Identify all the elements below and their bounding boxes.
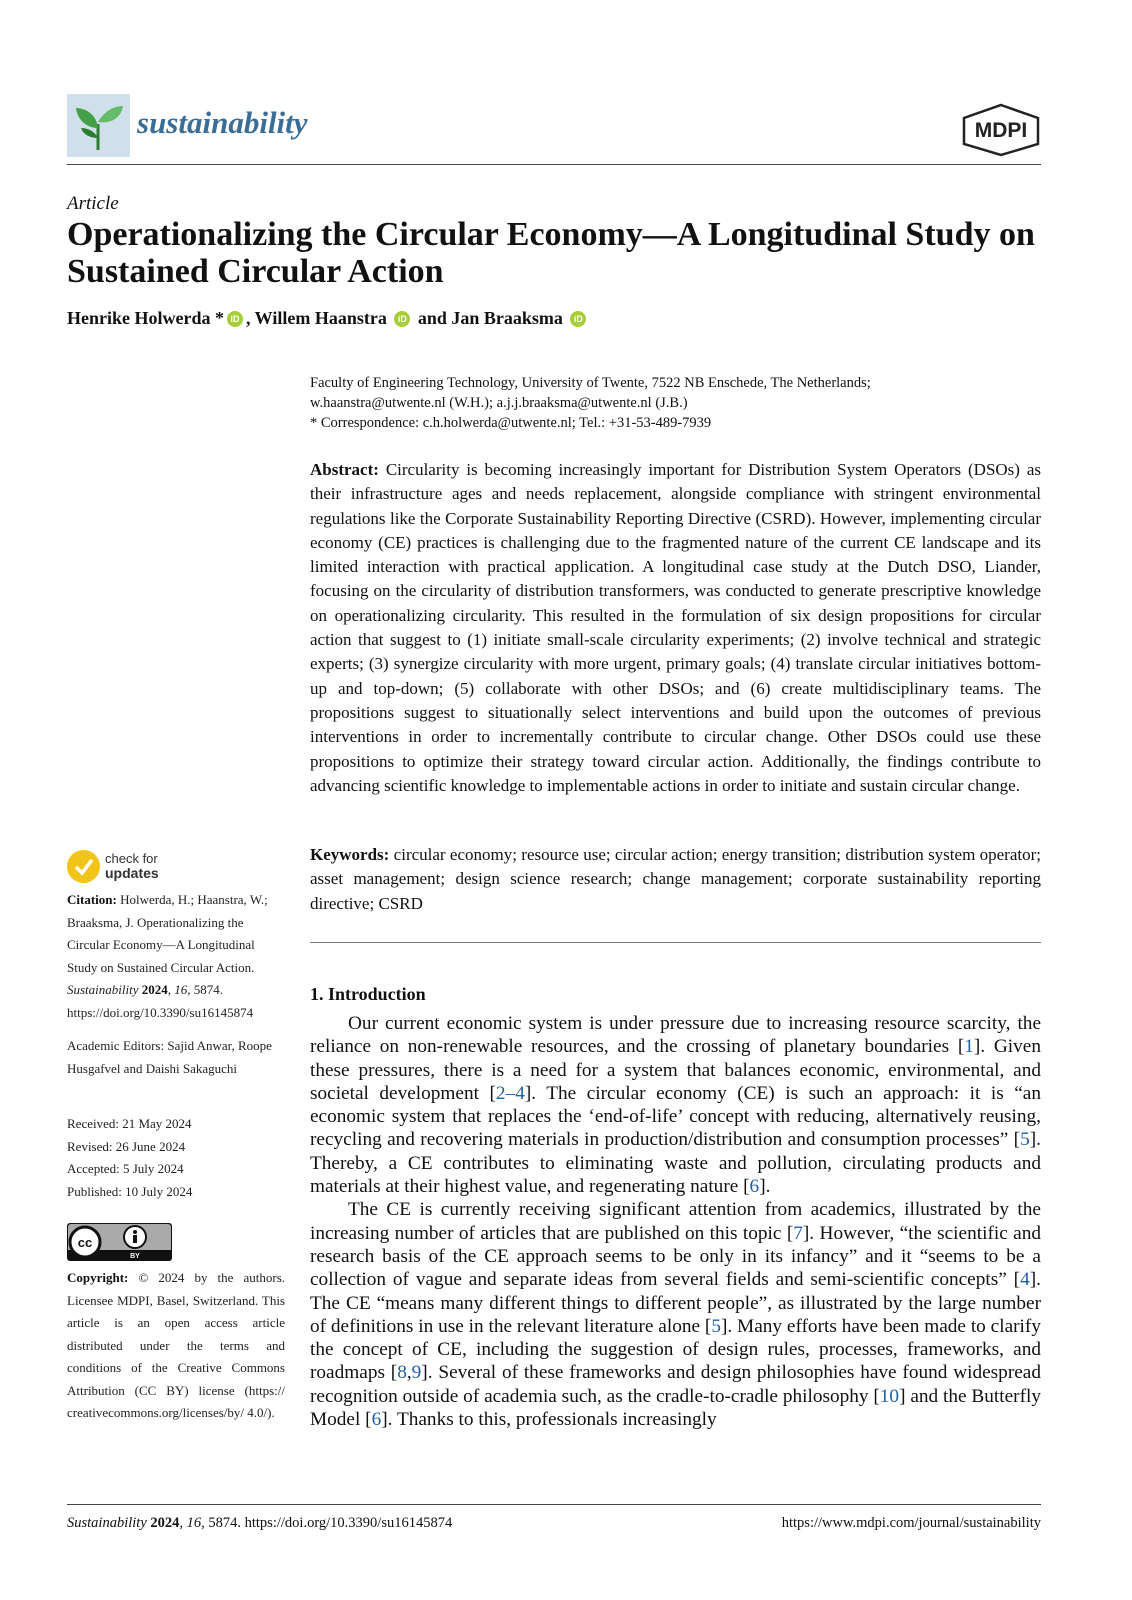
citation-link[interactable]: 10 — [879, 1385, 900, 1407]
citation-link[interactable]: 6 — [749, 1176, 760, 1198]
footer-citation: Sustainability 2024, 16, 5874. https://doi.org/10.3390/su16145874 — [67, 1515, 453, 1531]
abstract — [310, 458, 1041, 798]
citation-link[interactable]: 9 — [411, 1362, 422, 1384]
author-name[interactable]: Henrike Holwerda * — [67, 308, 224, 328]
orcid-icon[interactable]: iD — [227, 311, 243, 327]
orcid-icon[interactable]: iD — [570, 311, 586, 327]
date-accepted: Accepted: 5 July 2024 — [67, 1161, 184, 1176]
publication-dates — [67, 1113, 285, 1203]
copyright-label: Copyright: — [67, 1270, 129, 1285]
paragraph: The CE is currently receiving significant attention from academics, illustrated by the increasing number of articles that are published on this topic [7]. However, “the scientific and research basis of the CE approach seems to be only in its infancy” and it “seems to be a collection of vague and separate ideas from several fields and semi-scientific concepts” [4]. The CE “means many different things to different people”, as illustrated by the large number of definitions in use in the relevant literature alone [5]. Many efforts have been made to clarify the concept of CE, including the suggestion of design rules, processes, frameworks, and roadmaps [8,9]. Several of these frameworks and design philosophies have found widespread recognition outside of academia such, as the cradle-to-cradle philosophy [10] and the Butterfly Model [6]. Thanks to this, professionals increasingly — [310, 1199, 1042, 1431]
check-updates-label-bold: updates — [105, 865, 159, 881]
journal-name: sustainability — [137, 105, 308, 140]
paragraph: Our current economic system is under pressure due to increasing resource scarcity, the reliance on non-renewable resources, and the crossing of planetary boundaries [1]. Given these pressures, there is a need for a system that balances economic, environmental, and societal development [2–4]. The circular economy (CE) is such an approach: it is “an economic system that replaces the ‘end-of-life’ concept with reducing, alternatively reusing, recycling and recovering materials in production/distribution and consumption processes” [5]. Thereby, a CE contributes to eliminating waste and pollution, circulating products and materials at their highest value, and regenerating nature [6]. — [310, 1013, 1041, 1198]
keywords — [310, 843, 1041, 916]
mdpi-logo-text: MDPI — [974, 119, 1028, 142]
keywords-label: Keywords: — [310, 845, 390, 864]
svg-text:BY: BY — [130, 1253, 140, 1260]
check-updates-label: check for — [105, 851, 158, 866]
citation-link[interactable]: 4 — [515, 1082, 525, 1104]
header-divider — [67, 164, 1041, 165]
author-list — [67, 308, 589, 329]
check-for-updates-button[interactable] — [67, 850, 297, 886]
citation-link[interactable]: 5 — [711, 1315, 721, 1337]
introduction-body — [310, 1012, 1041, 1431]
citation-link[interactable]: 5 — [1020, 1129, 1030, 1151]
citation-link[interactable]: 6 — [371, 1409, 382, 1431]
leaf-icon — [67, 94, 130, 157]
citation-label: Citation: — [67, 892, 117, 907]
citation-link[interactable]: 4 — [1020, 1269, 1030, 1291]
citation-link[interactable]: 8 — [397, 1362, 407, 1384]
author-name[interactable]: , Willem Haanstra — [245, 308, 387, 328]
copyright-notice: Copyright: © 2024 by the authors. Licensee MDPI, Basel, Switzerland. This article is an open access article distributed under the terms and conditions of the Creative Commons Attribution (CC BY) license (https:// creativecommons.org/licenses/by/ 4.0/). — [67, 1270, 286, 1420]
article-type: Article — [67, 193, 119, 214]
date-received: Received: 21 May 2024 — [67, 1116, 192, 1131]
citation-block: Citation: Holwerda, H.; Haanstra, W.; Braaksma, J. Operationalizing the Circular Economy—A Longitudinal Study on Sustained Circular Action. Sustainability 2024, 16, 5874. https://doi.org/10.3390/su16145874 — [67, 892, 268, 1020]
abstract-label: Abstract: — [310, 460, 379, 479]
citation-link[interactable]: 7 — [793, 1222, 803, 1244]
mdpi-logo — [960, 103, 1042, 162]
affiliations — [310, 373, 1050, 433]
orcid-icon[interactable]: iD — [394, 311, 410, 327]
section-divider — [310, 942, 1041, 943]
journal-logo — [67, 94, 130, 157]
section-heading: 1. Introduction — [310, 984, 426, 1004]
affiliation-emails: w.haanstra@utwente.nl (W.H.); a.j.j.braaksma@utwente.nl (J.B.) — [310, 395, 688, 411]
footer-divider — [67, 1504, 1041, 1505]
date-published: Published: 10 July 2024 — [67, 1183, 193, 1199]
correspondence-line: * Correspondence: c.h.holwerda@utwente.nl; Tel.: +31-53-489-7939 — [310, 415, 712, 431]
author-name[interactable]: and Jan Braaksma — [417, 308, 563, 328]
academic-editors: Academic Editors: Sajid Anwar, Roope Husgafvel and Daishi Sakaguchi — [67, 1038, 272, 1076]
svg-text:cc: cc — [77, 1235, 93, 1250]
citation-link[interactable]: 1 — [964, 1036, 974, 1058]
affiliation-line: Faculty of Engineering Technology, University of Twente, 7522 NB Enschede, The Netherlands; — [310, 375, 871, 391]
keywords-text: circular economy; resource use; circular action; energy transition; distribution system operator; asset management; design science research; change management; corporate sustainability reporting directive; CSRD — [310, 845, 1041, 913]
citation-link[interactable]: 2 — [495, 1082, 506, 1104]
article-title: Operationalizing the Circular Economy—A Longitudinal Study on Sustained Circular Action — [67, 216, 1035, 290]
check-icon — [67, 850, 100, 883]
abstract-text: Circularity is becoming increasingly important for Distribution System Operators (DSOs) as their infrastructure ages and needs replacement, alongside compliance with stringent environmental regulations like the Corporate Sustainability Reporting Directive (CSRD). However, implementing circular economy (CE) practices is challenging due to the fragmented nature of the current CE landscape and its limited interaction with practical application. A longitudinal case study at the Dutch DSO, Liander, focusing on the circularity of distribution transformers, was conducted to generate prescriptive knowledge on operationalizing circularity. This resulted in the formulation of six design propositions for circular action that suggest to (1) initiate small-scale circularity experiments; (2) involve technical and strategic experts; (3) synergize circularity with more urgent, primary goals; (4) translate circular initiatives bottom-up and top-down; (5) collaborate with other DSOs; and (6) create multidisciplinary teams. The propositions suggest to situationally select interventions and build upon the outcomes of previous interventions in order to incrementally contribute to circular change. Other DSOs could use these propositions to optimize their strategy toward circular action. Additionally, the findings contribute to advancing scientific knowledge to implementable actions in order to initiate and sustain circular change. — [310, 460, 1041, 795]
footer-journal-url[interactable]: https://www.mdpi.com/journal/sustainability — [781, 1515, 1041, 1531]
date-revised: Revised: 26 June 2024 — [67, 1138, 186, 1154]
cc-by-license-badge[interactable] — [67, 1223, 172, 1261]
